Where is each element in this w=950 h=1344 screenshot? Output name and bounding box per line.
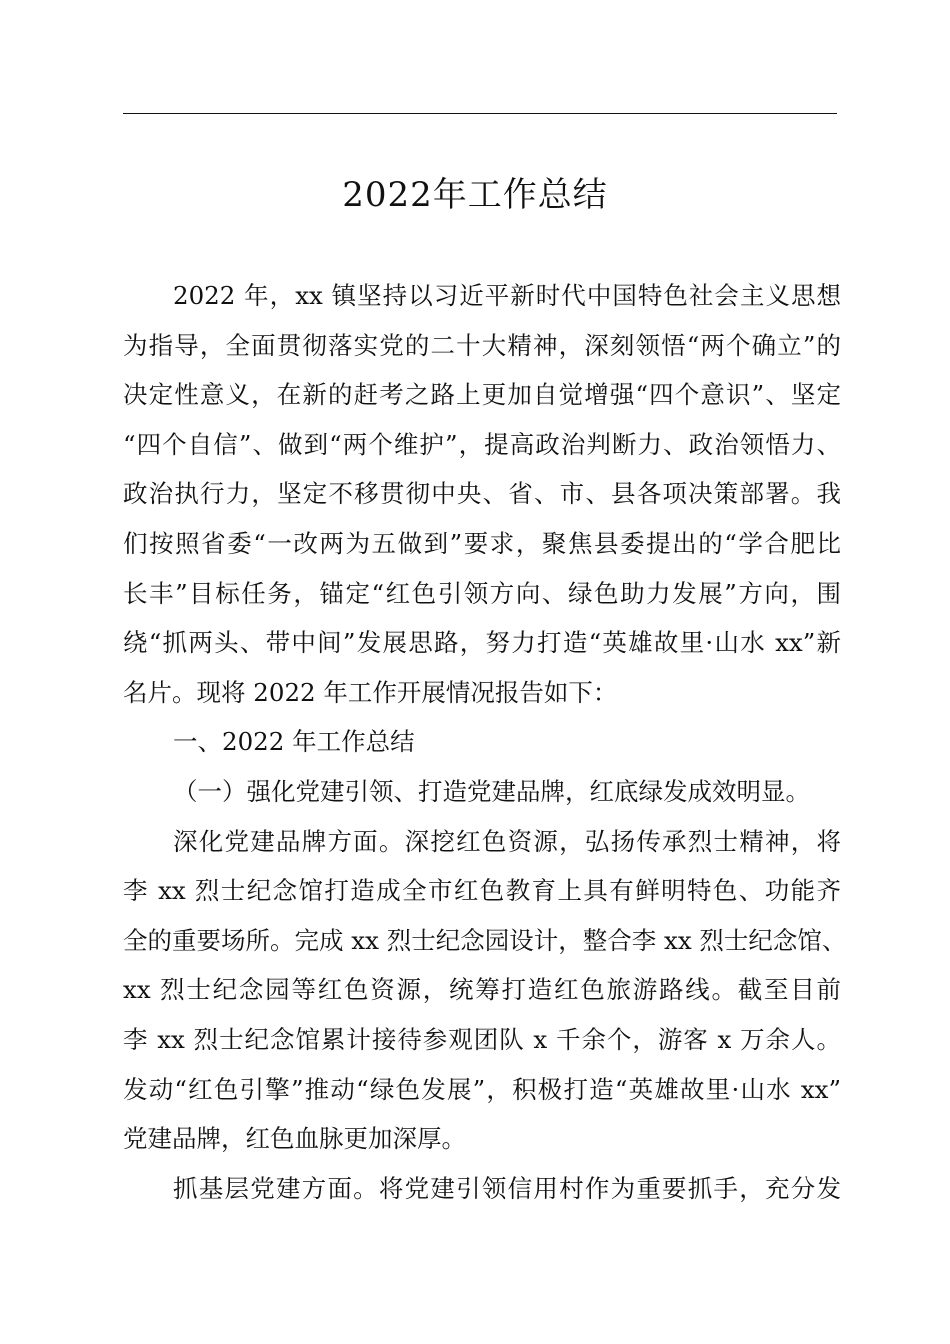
document-body [123, 271, 847, 1213]
paragraph-line: xx 烈士纪念园等红色资源，统筹打造红色旅游路线。截至目前 [123, 975, 841, 1005]
paragraph-line: 抓基层党建方面。将党建引领信用村作为重要抓手，充分发 [173, 1173, 841, 1203]
paragraph-line: 名片。现将 2022 年工作开展情况报告如下： [123, 677, 618, 707]
document-title: 2022年工作总结 [342, 175, 608, 215]
paragraph-line: 李 xx 烈士纪念馆累计接待参观团队 x 千余个，游客 x 万余人。 [123, 1024, 841, 1054]
paragraph-line: 们按照省委“一改两为五做到”要求，聚焦县委提出的“学合肥比 [123, 528, 841, 558]
paragraph-line: 党建品牌，红色血脉更加深厚。 [123, 1124, 466, 1154]
paragraph-line: 李 xx 烈士纪念馆打造成全市红色教育上具有鲜明特色、功能齐 [123, 876, 841, 906]
paragraph-line: 为指导，全面贯彻落实党的二十大精神，深刻领悟“两个确立”的 [123, 330, 841, 360]
subsection-heading: （一）强化党建引领、打造党建品牌，红底绿发成效明显。 [173, 776, 810, 806]
paragraph-line: 深化党建品牌方面。深挖红色资源，弘扬传承烈士精神，将 [173, 826, 841, 856]
paragraph-line: 决定性意义，在新的赶考之路上更加自觉增强“四个意识”、坚定 [123, 380, 841, 410]
paragraph-line: 绕“抓两头、带中间”发展思路，努力打造“英雄故里·山水 xx”新 [123, 628, 841, 658]
paragraph-line: 长丰”目标任务，锚定“红色引领方向、绿色助力发展”方向，围 [123, 578, 841, 608]
paragraph-line: 发动“红色引擎”推动“绿色发展”，积极打造“英雄故里·山水 xx” [123, 1074, 841, 1104]
paragraph-line: 2022 年，xx 镇坚持以习近平新时代中国特色社会主义思想 [173, 281, 841, 310]
paragraph-line: 全的重要场所。完成 xx 烈士纪念园设计，整合李 xx 烈士纪念馆、 [123, 925, 847, 955]
section-heading: 一、2022 年工作总结 [173, 727, 415, 757]
header-rule [123, 113, 837, 114]
paragraph-line: 政治执行力，坚定不移贯彻中央、省、市、县各项决策部署。我 [123, 479, 841, 509]
paragraph-line: “四个自信”、做到“两个维护”，提高政治判断力、政治领悟力、 [123, 429, 841, 459]
